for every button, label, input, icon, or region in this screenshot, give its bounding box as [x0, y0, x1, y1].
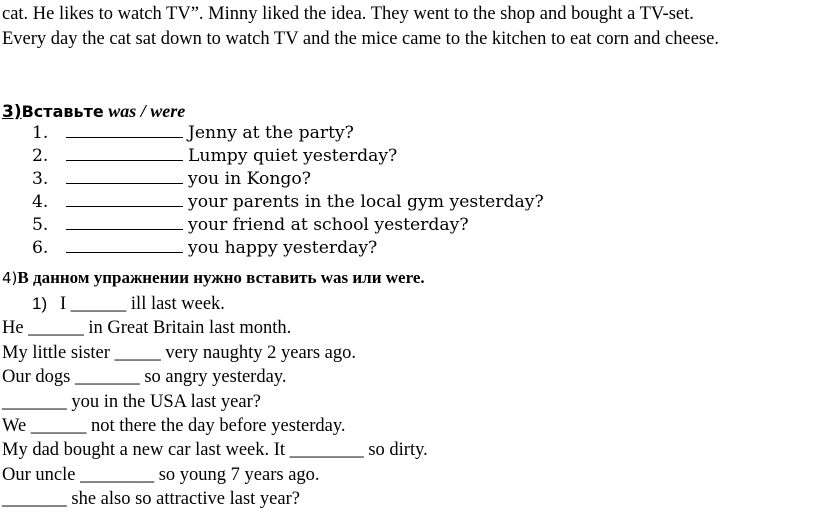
answer-blank — [66, 229, 183, 230]
section-4-list — [0, 292, 428, 512]
list-item: _______ you in the USA last year? — [2, 391, 261, 412]
list-item: _______ she also so attractive last year? — [2, 489, 300, 510]
item-number: 3. — [32, 169, 49, 189]
section-3-keyword: was / were — [108, 101, 186, 121]
intro-line-2: Every day the cat sat down to watch TV and the mice came to the kitchen to eat corn and cheese. — [2, 29, 719, 49]
list-item — [0, 292, 428, 316]
list-item: He ______ in Great Britain last month. — [2, 318, 292, 339]
item-number: 6. — [32, 238, 49, 258]
answer-blank — [66, 206, 183, 207]
section-3-heading — [2, 99, 185, 124]
list-item: My dad bought a new car last week. It ________ so dirty. — [2, 440, 428, 461]
item-text: your parents in the local gym yesterday? — [188, 192, 544, 212]
section-3-instruction: Вставьте — [21, 102, 104, 121]
item-number: 2. — [32, 146, 49, 166]
section-4-number: 4) — [2, 269, 18, 287]
section-4-heading — [2, 266, 425, 291]
intro-line-1: cat. He likes to watch TV”. Minny liked the idea. They went to the shop and bought a TV-set. — [2, 4, 694, 24]
item-text: you happy yesterday? — [188, 238, 378, 258]
list-item: Our uncle ________ so young 7 years ago. — [2, 464, 320, 485]
answer-blank — [66, 160, 183, 161]
item-number: 4. — [32, 192, 49, 212]
item-text: I ______ ill last week. — [60, 294, 225, 314]
answer-blank — [66, 252, 183, 253]
list-item: Our dogs _______ so angry yesterday. — [2, 367, 287, 388]
item-text: Lumpy quiet yesterday? — [188, 146, 398, 166]
item-number: 1. — [32, 123, 49, 143]
item-number: 1) — [32, 294, 48, 313]
item-text: your friend at school yesterday? — [188, 215, 469, 235]
answer-blank — [66, 137, 183, 138]
section-4-instruction: В данном упражнении нужно вставить was или were. — [17, 268, 425, 287]
item-text: Jenny at the party? — [188, 123, 354, 143]
list-item: We ______ not there the day before yesterday. — [2, 415, 346, 436]
list-item: My little sister _____ very naughty 2 years ago. — [2, 342, 357, 363]
answer-blank — [66, 183, 183, 184]
item-text: you in Kongo? — [188, 169, 311, 189]
intro-paragraph — [2, 2, 814, 52]
item-number: 5. — [32, 215, 49, 235]
section-3-number: 3) — [2, 102, 22, 122]
